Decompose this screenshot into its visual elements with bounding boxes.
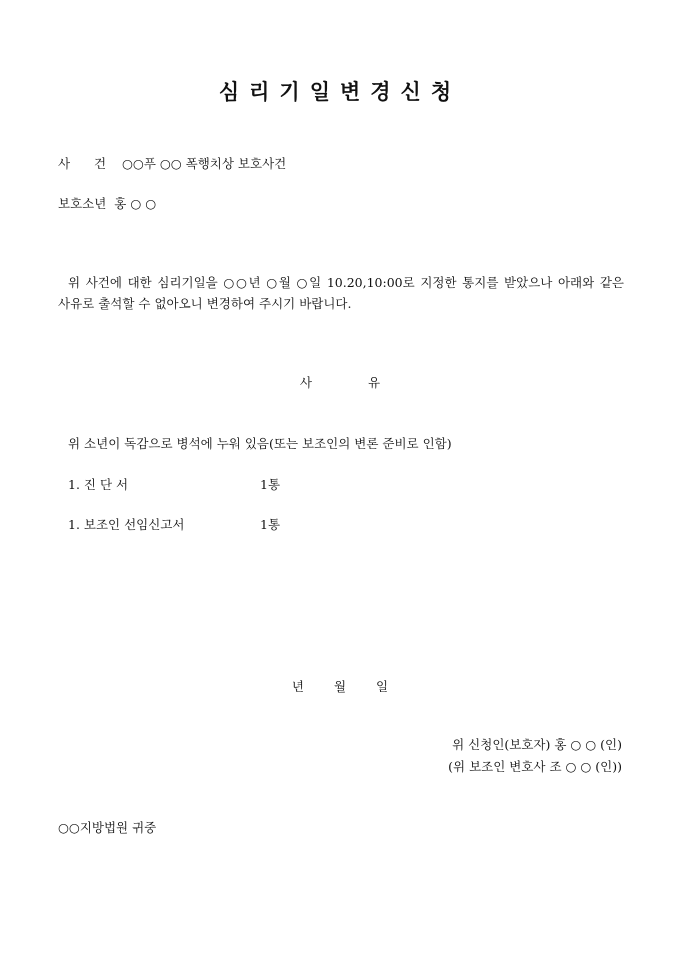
applicant-signature: 위 신청인(보호자) 홍 ○ ○ (인) <box>452 737 622 752</box>
document-title: 심리기일변경신청 <box>218 80 462 104</box>
attachment-item <box>68 515 280 533</box>
attachment-count: 1통 <box>260 517 281 532</box>
case-label-second: 건 <box>94 156 107 171</box>
request-paragraph: 위 사건에 대한 심리기일을 ○○년 ○월 ○일 10.20,10:00로 지정한 통지를 받았으나 아래와 같은 사유로 출석할 수 없아오니 변경하여 주시기 바랍니다. <box>58 275 624 311</box>
date-month: 월 <box>333 679 347 694</box>
reason-heading-second: 유 <box>368 375 381 390</box>
date-line <box>0 677 680 695</box>
attorney-signature: (위 보조인 변호사 조 ○ ○ (인)) <box>448 759 622 774</box>
case-value: ○○푸 ○○ 폭행치상 보호사건 <box>122 156 287 171</box>
juvenile-value: 홍 ○ ○ <box>114 196 157 211</box>
attachment-name: 1. 진 단 서 <box>68 477 129 492</box>
juvenile-label: 보호소년 <box>58 196 107 211</box>
case-line <box>58 154 286 172</box>
date-day: 일 <box>376 679 389 694</box>
reason-heading <box>0 373 680 391</box>
case-label-first: 사 <box>58 156 71 171</box>
date-year: 년 <box>291 679 304 694</box>
attachment-item <box>68 475 280 493</box>
court-addressee: ○○지방법원 귀중 <box>58 820 157 835</box>
reason-heading-first: 사 <box>299 375 312 390</box>
attachment-name: 1. 보조인 선임신고서 <box>68 517 185 532</box>
juvenile-line <box>58 194 156 212</box>
attachment-count: 1통 <box>260 477 281 492</box>
reason-text: 위 소년이 독감으로 병석에 누워 있음(또는 보조인의 변론 준비로 인함) <box>68 436 452 451</box>
